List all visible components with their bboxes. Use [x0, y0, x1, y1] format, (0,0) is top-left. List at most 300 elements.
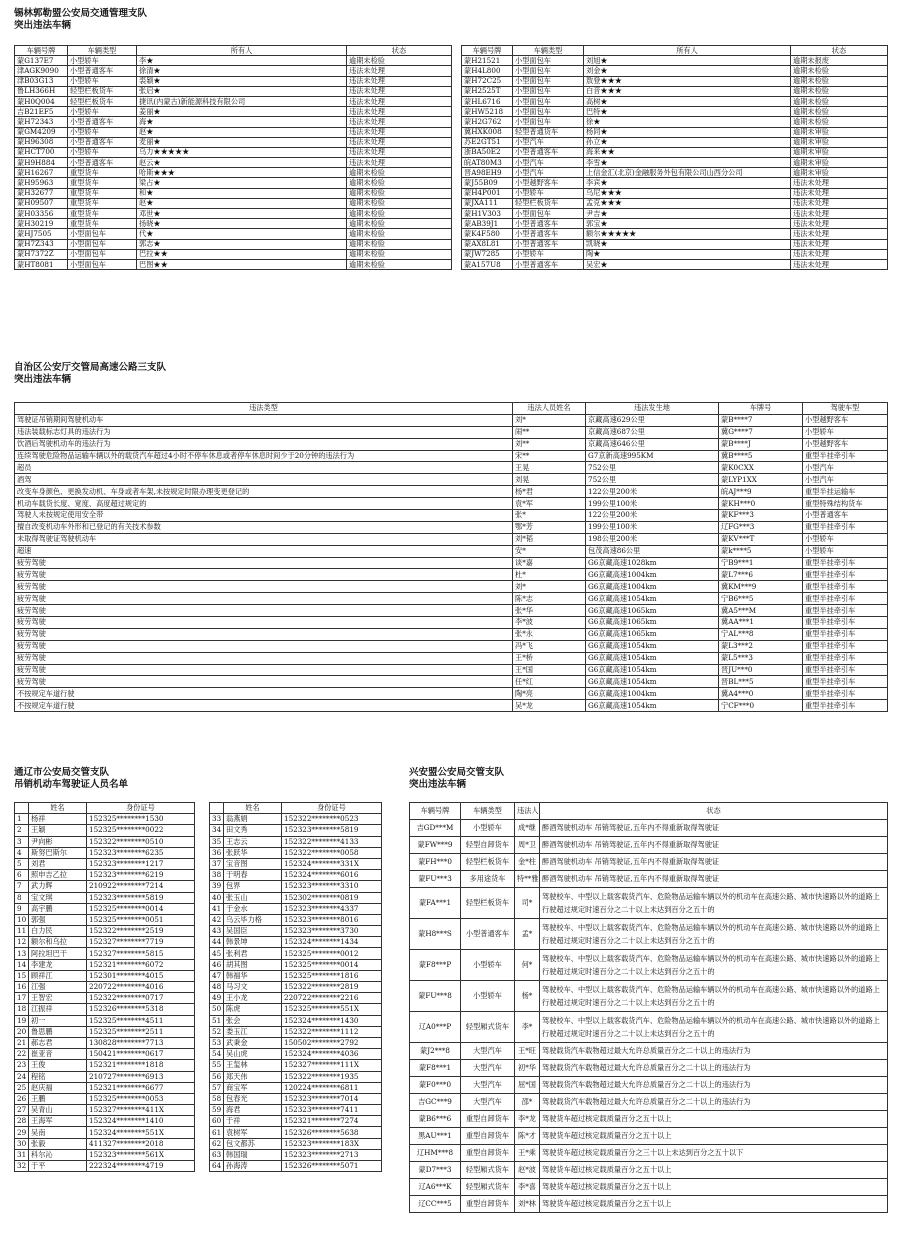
table-cell: 重型半挂牵引车	[803, 664, 888, 676]
table-cell: 武秉金	[224, 1037, 282, 1048]
table-cell: 小型轿车	[803, 545, 888, 557]
table-cell: 郑天伟	[224, 1071, 282, 1082]
table-cell: 152323********7411	[282, 1105, 382, 1116]
table-cell: 王俊	[29, 1060, 87, 1071]
table-cell: 小型轿车	[461, 981, 515, 1012]
table-cell: 何*	[515, 950, 540, 981]
table-cell: G6京藏高速1004km	[586, 688, 719, 700]
column-header: 违法人员姓名	[513, 403, 586, 415]
table-cell: 海君	[224, 1105, 282, 1116]
table-row	[410, 1162, 888, 1179]
table-row	[15, 892, 195, 903]
table-row	[210, 903, 382, 914]
table-cell: 包文都苏	[224, 1138, 282, 1149]
table-cell: 苏E2GT51	[462, 137, 513, 147]
table-row	[15, 127, 452, 137]
table-cell: 赵★	[137, 198, 347, 208]
table-cell: 邵*	[515, 1094, 540, 1111]
table-cell: 辽CC***5	[410, 1196, 461, 1213]
table-cell: 京藏高速646公里	[586, 438, 719, 450]
table-cell: 蒙H1V303	[462, 209, 513, 219]
table-cell: 轻型普通货车	[513, 127, 584, 137]
table-cell: 违法未处理	[791, 249, 888, 259]
table-cell: 小型普通客车	[68, 66, 137, 76]
table-cell: 蒙k****5	[719, 545, 803, 557]
table-cell: 152327********411X	[87, 1105, 195, 1116]
table-row	[15, 1105, 195, 1116]
table-cell: 醉酒驾驶机动车 吊销驾驶证,五年内不得重新取得驾驶证	[540, 871, 888, 888]
table-row	[15, 533, 888, 545]
table-cell: 3	[15, 836, 29, 847]
table-cell: 小型汽车	[803, 474, 888, 486]
section-tongliao	[14, 767, 128, 791]
table-cell: 皖AJ***9	[719, 486, 803, 498]
table-row	[15, 581, 888, 593]
table-row	[410, 1111, 888, 1128]
table-cell: 35	[210, 836, 224, 847]
table-cell: 大型汽车	[461, 1094, 515, 1111]
table-cell: 驾驶校车、中型以上载客载货汽车、危险物品运输车辆以外的机动车在高速公路、城市快速路以外的道路上行驶超过规定时速百分之二十以上未达到百分之五十的	[540, 888, 888, 919]
column-header: 车辆号牌	[15, 46, 68, 56]
table-row	[210, 1093, 382, 1104]
table-cell: 小型面包车	[513, 107, 584, 117]
table-cell: 152324********331X	[282, 858, 382, 869]
table-cell: 违法装载标志灯具的违法行为	[15, 426, 513, 438]
table-row	[15, 688, 888, 700]
table-cell: 蒙B****J	[719, 438, 803, 450]
table-cell: 违法未处理	[347, 127, 452, 137]
table-row	[210, 914, 382, 925]
table-cell: 轻型栏板货车	[68, 96, 137, 106]
table-row	[15, 198, 452, 208]
table-cell: 57	[210, 1082, 224, 1093]
table-cell: 重型半挂牵引车	[803, 557, 888, 569]
table-cell: 擅自改变机动车外形和已登记的有关技术参数	[15, 521, 513, 533]
table-cell: 李雪★	[584, 158, 791, 168]
table-row	[15, 970, 195, 981]
table-cell: 陈虎	[224, 1004, 282, 1015]
table-row	[210, 1105, 382, 1116]
table-cell: 7	[15, 881, 29, 892]
table-cell: 蒙JXA111	[462, 198, 513, 208]
table-cell: 皖AT80M3	[462, 158, 513, 168]
table-cell: 娄玉江	[224, 1026, 282, 1037]
table-cell: 违法未处理	[347, 86, 452, 96]
table-cell: 210727********6913	[87, 1071, 195, 1082]
table-cell: 蒙L5***3	[719, 652, 803, 664]
table-cell: 小型越野客车	[803, 414, 888, 426]
table-cell: 小型面包车	[68, 259, 137, 269]
table-cell: 额尔和乌拉	[29, 937, 87, 948]
table-cell: 轻型厢式货车	[461, 1012, 515, 1043]
table-cell: 小型汽车	[803, 462, 888, 474]
table-cell: 海来★★	[584, 147, 791, 157]
table-cell: 张跃华	[224, 847, 282, 858]
table-cell: 蒙K4F580	[462, 229, 513, 239]
table-cell: 违法未处理	[791, 259, 888, 269]
table-row	[410, 837, 888, 854]
table-cell: 小型面包车	[68, 239, 137, 249]
table-row	[462, 137, 888, 147]
table-cell: 小型汽车	[513, 168, 584, 178]
table-row	[15, 510, 888, 522]
table-row	[210, 1082, 382, 1093]
table-row	[462, 76, 888, 86]
table-cell: 违法未处理	[791, 229, 888, 239]
table-cell: 152321********1818	[87, 1060, 195, 1071]
table-cell: 小型普通客车	[513, 239, 584, 249]
column-header: 违法人	[515, 803, 540, 820]
table-row	[15, 498, 888, 510]
table-cell: 5	[15, 858, 29, 869]
table-cell: 12	[15, 937, 29, 948]
table-cell: 王*乘	[515, 1145, 540, 1162]
table-cell: G6京藏高速1004km	[586, 581, 719, 593]
table-row	[210, 1071, 382, 1082]
column-header	[15, 803, 29, 814]
table-row	[15, 414, 888, 426]
table-cell: 大型汽车	[461, 1060, 515, 1077]
table-cell: 逾期未检验	[347, 249, 452, 259]
table-row	[15, 959, 195, 970]
table-cell: 152323********3310	[282, 881, 382, 892]
table-row	[210, 948, 382, 959]
table-row	[462, 219, 888, 229]
table-row	[15, 569, 888, 581]
table-row	[410, 1196, 888, 1213]
table-row	[210, 1026, 382, 1037]
table-cell: 李★	[137, 56, 347, 66]
table-row	[462, 147, 888, 157]
table-cell: G6京藏高速1054km	[586, 593, 719, 605]
table-cell: 重型货车	[68, 219, 137, 229]
table-cell: 蒙H72343	[15, 117, 68, 127]
table-row	[15, 870, 195, 881]
table-cell: 驾驶货车超过核定载质量百分之五十以上	[540, 1128, 888, 1145]
table-cell: 杨*君	[513, 486, 586, 498]
table-cell: 谈*嘉	[513, 557, 586, 569]
table-row	[210, 1037, 382, 1048]
table-cell: 吴南	[29, 1127, 87, 1138]
table-cell: 冯*飞	[513, 640, 586, 652]
table-cell: 蒙H8***S	[410, 919, 461, 950]
table-row	[15, 56, 452, 66]
table-cell: 41	[210, 903, 224, 914]
column-header	[210, 803, 224, 814]
table-cell: G6京藏高速1065km	[586, 617, 719, 629]
table-row	[210, 970, 382, 981]
table-cell: 逾期未审验	[791, 168, 888, 178]
table-row	[15, 96, 452, 106]
header-row	[15, 803, 195, 814]
table-cell: 轻型栏板货车	[513, 198, 584, 208]
table-cell: 13	[15, 948, 29, 959]
table-row	[15, 628, 888, 640]
table-row	[410, 1012, 888, 1043]
table-row	[15, 137, 452, 147]
table-cell: 重型半挂牵引车	[803, 569, 888, 581]
table-row	[210, 1060, 382, 1071]
table-cell: 海★	[137, 117, 347, 127]
table-cell: 初*华	[515, 1060, 540, 1077]
table-row	[15, 229, 452, 239]
table-cell: 411327********2018	[87, 1138, 195, 1149]
table-cell: 小型轿车	[461, 950, 515, 981]
table-cell: 蒙AX8L81	[462, 239, 513, 249]
table-cell: 疲劳驾驶	[15, 676, 513, 688]
table-cell: 醉酒驾驶机动车 吊销驾驶证,五年内不得重新取得驾驶证	[540, 837, 888, 854]
table-cell: 郝志君	[29, 1037, 87, 1048]
table-cell: 大型汽车	[461, 1077, 515, 1094]
table-row	[15, 1049, 195, 1060]
table-cell: 疲劳驾驶	[15, 617, 513, 629]
table-cell: 逾期未审验	[791, 127, 888, 137]
table-row	[15, 1015, 195, 1026]
table-cell: 重型自卸货车	[461, 1196, 515, 1213]
table-cell: 重型半挂牵引车	[803, 652, 888, 664]
table-cell: 徐★	[584, 117, 791, 127]
table-cell: 小型轿车	[68, 76, 137, 86]
table-cell: 陶*亮	[513, 688, 586, 700]
table-row	[210, 825, 382, 836]
table-cell: 赵*波	[515, 1162, 540, 1179]
table-cell: 宁CF***0	[719, 700, 803, 712]
table-cell: 疲劳驾驶	[15, 569, 513, 581]
table-cell: 崔亚音	[29, 1049, 87, 1060]
table-cell: 29	[15, 1127, 29, 1138]
xinganmeng-table	[409, 802, 888, 1213]
table-cell: 阿拉坦巴干	[29, 948, 87, 959]
table-cell: 蒙H95963	[15, 178, 68, 188]
table-cell: 醉酒驾驶机动车 吊销驾驶证,五年内不得重新取得驾驶证	[540, 820, 888, 837]
table-cell: 冀HXK008	[462, 127, 513, 137]
table-cell: 韩福华	[224, 970, 282, 981]
table-cell: 122公里200米	[586, 486, 719, 498]
table-cell: 吴国臣	[224, 926, 282, 937]
table-cell: 蒙B****7	[719, 414, 803, 426]
table-cell: 蒙D7***3	[410, 1162, 461, 1179]
table-cell: 20	[15, 1026, 29, 1037]
table-row	[15, 545, 888, 557]
table-row	[15, 982, 195, 993]
xilinguole-table-left	[14, 45, 452, 270]
table-cell: 吴山虎	[224, 1049, 282, 1060]
table-cell: 23	[15, 1060, 29, 1071]
table-cell: 包春光	[224, 1093, 282, 1104]
table-cell: 田文秀	[224, 825, 282, 836]
table-cell: 小型普通客车	[513, 229, 584, 239]
table-cell: 改变车身颜色、更换发动机、车身或者车架,未按规定时限办理变更登记的	[15, 486, 513, 498]
table-cell: 辽A0***P	[410, 1012, 461, 1043]
table-cell: 152322********1112	[282, 1026, 382, 1037]
table-row	[462, 127, 888, 137]
table-cell: 巴拉★★	[137, 249, 347, 259]
table-cell: 18	[15, 1004, 29, 1015]
table-row	[210, 814, 382, 825]
table-cell: 陈*才	[515, 1128, 540, 1145]
table-cell: 连续驾驶危险物品运输车辆以外的载货汽车超过4小时不停车休息或者停车休息时间少于20分钟的违法行为	[15, 450, 513, 462]
table-row	[15, 209, 452, 219]
table-cell: 饮酒后驾驶机动车的违法行为	[15, 438, 513, 450]
table-cell: 袁*军	[513, 498, 586, 510]
table-cell: 152324********1410	[87, 1116, 195, 1127]
table-cell: 违法未处理	[791, 178, 888, 188]
table-cell: 轻型栏板货车	[68, 86, 137, 96]
table-row	[15, 652, 888, 664]
table-row	[210, 1004, 382, 1015]
table-cell: 蒙H9H884	[15, 158, 68, 168]
table-cell: 于明春	[224, 870, 282, 881]
table-cell: 逾期未检验	[347, 178, 452, 188]
table-cell: 孙立★	[584, 137, 791, 147]
table-cell: 重型半挂牵引车	[803, 676, 888, 688]
table-cell: 152325********0051	[87, 914, 195, 925]
section-subtitle: 突出违法车辆	[14, 374, 72, 385]
table-row	[210, 847, 382, 858]
table-row	[15, 474, 888, 486]
table-row	[410, 1179, 888, 1196]
table-cell: 梁占★	[137, 178, 347, 188]
table-cell: 违法未处理	[347, 76, 452, 86]
table-cell: 蒙FU***8	[410, 981, 461, 1012]
table-cell: 尹吉★	[584, 209, 791, 219]
table-row	[210, 858, 382, 869]
header-row	[410, 803, 888, 820]
table-cell: 蒙H96308	[15, 137, 68, 147]
table-cell: 蒙H4L800	[462, 66, 513, 76]
table-cell: 蒙G137E7	[15, 56, 68, 66]
table-cell: 152321********6072	[87, 959, 195, 970]
table-cell: 姜丽★	[137, 107, 347, 117]
table-cell: 逾期未审验	[791, 137, 888, 147]
table-cell: 45	[210, 948, 224, 959]
table-cell: 小型面包车	[513, 86, 584, 96]
table-cell: 鄂*芳	[513, 521, 586, 533]
table-cell: 张毅	[29, 1138, 87, 1149]
table-cell: 京藏高速629公里	[586, 414, 719, 426]
table-row	[15, 1116, 195, 1127]
table-cell: 152323********1217	[87, 858, 195, 869]
table-cell: G6京藏高速1054km	[586, 652, 719, 664]
table-cell: 成*继	[515, 820, 540, 837]
table-cell: 38	[210, 870, 224, 881]
table-cell: 152326********5638	[282, 1127, 382, 1138]
table-row	[462, 158, 888, 168]
table-cell: 孙海涛	[224, 1161, 282, 1172]
table-row	[15, 1071, 195, 1082]
table-cell: 郭强	[29, 914, 87, 925]
table-cell: 逾期未检验	[791, 107, 888, 117]
table-cell: 陈*志	[513, 593, 586, 605]
table-row	[462, 198, 888, 208]
table-cell: 43	[210, 926, 224, 937]
table-cell: 小型普通客车	[68, 117, 137, 127]
table-cell: 刘**	[513, 438, 586, 450]
table-cell: 上信金汇(北京)金融服务外包有限公司山西分公司	[584, 168, 791, 178]
table-cell: 蒙H2G762	[462, 117, 513, 127]
table-cell: 包界	[224, 881, 282, 892]
table-row	[15, 239, 452, 249]
table-cell: 152322********1935	[282, 1071, 382, 1082]
table-cell: 小型面包车	[513, 117, 584, 127]
table-cell: 违法未处理	[347, 96, 452, 106]
table-cell: 34	[210, 825, 224, 836]
table-cell: 小型面包车	[68, 229, 137, 239]
table-cell: 10	[15, 914, 29, 925]
table-row	[15, 1026, 195, 1037]
table-row	[15, 836, 195, 847]
table-cell: 张利君	[224, 948, 282, 959]
table-cell: 210922********7214	[87, 881, 195, 892]
table-cell: 张*	[513, 510, 586, 522]
column-header: 状态	[540, 803, 888, 820]
table-row	[15, 700, 888, 712]
table-cell: 刘*	[513, 581, 586, 593]
column-header: 车牌号	[719, 403, 803, 415]
table-cell: 逾期未检验	[347, 188, 452, 198]
table-row	[210, 993, 382, 1004]
table-cell: 大型汽车	[461, 1043, 515, 1060]
table-cell: 轻型厢式货车	[461, 1179, 515, 1196]
table-cell: 蒙GM4209	[15, 127, 68, 137]
table-cell: 刘晃	[513, 474, 586, 486]
table-cell: 小型普通客车	[68, 158, 137, 168]
table-cell: 捷讯(内蒙古)新能源科技有限公司	[137, 96, 347, 106]
table-cell: 陶★	[584, 249, 791, 259]
table-cell: 152324********4036	[282, 1049, 382, 1060]
table-cell: 48	[210, 982, 224, 993]
table-cell: 152323********183X	[282, 1138, 382, 1149]
table-row	[15, 1161, 195, 1172]
table-cell: 152322********2819	[282, 982, 382, 993]
table-row	[15, 158, 452, 168]
table-cell: 超员	[15, 462, 513, 474]
table-cell: 白力民	[29, 926, 87, 937]
table-cell: 宝文琪	[29, 892, 87, 903]
table-cell: 于金水	[224, 903, 282, 914]
table-cell: 初一	[29, 1015, 87, 1026]
table-cell: 吴*龙	[513, 700, 586, 712]
table-cell: 44	[210, 937, 224, 948]
section-subtitle: 突出违法车辆	[14, 20, 72, 31]
table-cell: 152325********0014	[282, 959, 382, 970]
table-cell: 小型普通客车	[513, 219, 584, 229]
table-cell: 违法未处理	[347, 117, 452, 127]
column-header: 身份证号	[282, 803, 382, 814]
table-cell: 驾驶货车超过核定载质量百分之五十以上	[540, 1111, 888, 1128]
table-cell: 逾期未检验	[791, 86, 888, 96]
table-cell: 152325********0053	[87, 1093, 195, 1104]
table-row	[15, 219, 452, 229]
table-cell: 驾驶证吊销期间驾驶机动车	[15, 414, 513, 426]
table-row	[15, 117, 452, 127]
section-subtitle: 吊销机动车驾驶证人员名单	[14, 779, 129, 790]
table-cell: 晋A98EH9	[462, 168, 513, 178]
table-cell: 蒙B6***6	[410, 1111, 461, 1128]
table-cell: 违法未处理	[791, 188, 888, 198]
table-cell: 辽FG***3	[719, 521, 803, 533]
table-row	[15, 147, 452, 157]
column-header: 车辆类型	[513, 46, 584, 56]
table-cell: 小型汽车	[513, 137, 584, 147]
table-cell: 赵云★	[137, 158, 347, 168]
table-cell: 冀A5***M	[719, 605, 803, 617]
table-cell: 王智宏	[29, 993, 87, 1004]
table-cell: G6京藏高速1004km	[586, 569, 719, 581]
table-cell: 46	[210, 959, 224, 970]
table-cell: 驾驶校车、中型以上载客载货汽车、危险物品运输车辆以外的机动车在高速公路、城市快速路以外的道路上行驶超过规定时速百分之二十以上未达到百分之五十的	[540, 950, 888, 981]
table-cell: 李*波	[513, 617, 586, 629]
